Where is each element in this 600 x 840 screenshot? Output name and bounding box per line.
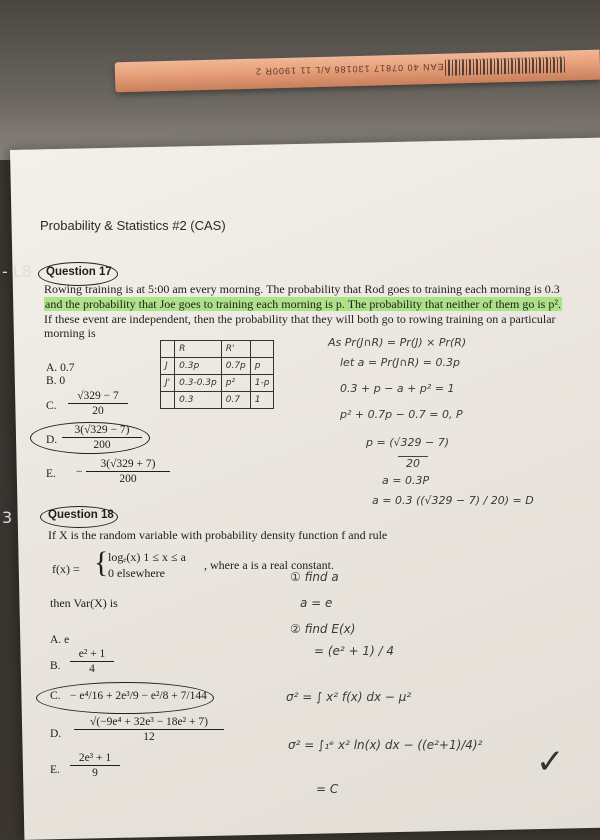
q17-work-3: 0.3 + p − a + p² = 1 xyxy=(340,382,455,395)
q18-work-3: ② find E(x) xyxy=(290,622,356,636)
q18-option-b-fraction xyxy=(70,648,114,675)
q17-option-a-text: 0.7 xyxy=(60,362,75,374)
q17-work-2: let a = Pr(J∩R) = 0.3p xyxy=(340,356,460,369)
q17-option-a xyxy=(46,362,74,374)
q18-option-d-fraction xyxy=(74,716,224,743)
q18-option-c-text: − e⁴/16 + 2e³/9 − e²/8 + 7/144 xyxy=(70,690,207,702)
q17-option-e-fraction xyxy=(86,458,170,485)
fraction-bar xyxy=(86,471,170,472)
table-cell: J xyxy=(161,358,175,375)
table-cell: p² xyxy=(221,375,250,392)
q17-option-d-num: 3(√329 − 7) xyxy=(74,424,130,436)
table-cell: 0.3 xyxy=(175,392,222,409)
q18-option-b-letter: B. xyxy=(50,660,61,672)
q18-case-2: 0 elsewhere xyxy=(108,566,165,580)
q17-line-1 xyxy=(44,282,560,296)
q17-option-d-fraction xyxy=(62,424,142,451)
table-cell xyxy=(161,341,175,358)
q18-option-c-letter: C. xyxy=(50,690,61,702)
q18-intro: If X is the random variable with probability density function f and rule xyxy=(48,528,388,542)
q18-title: Question 18 xyxy=(48,509,114,521)
q18-option-d-num: √(−9e⁴ + 32e³ − 18e² + 7) xyxy=(90,716,208,728)
q17-option-e-sign: − xyxy=(76,466,83,478)
table-cell: J' xyxy=(161,375,175,392)
q18-option-a-letter: A. xyxy=(50,634,62,646)
q18-option-b-den: 4 xyxy=(89,663,95,675)
table-cell: R' xyxy=(221,341,250,358)
checkmark-icon: ✓ xyxy=(536,742,565,782)
fraction-bar xyxy=(70,661,114,662)
table-cell: 0.7 xyxy=(221,392,250,409)
table-cell xyxy=(161,392,175,409)
q18-option-e-num: 2e³ + 1 xyxy=(78,752,112,764)
q17-option-b-letter: B. xyxy=(46,375,57,387)
table-row xyxy=(161,358,274,375)
q18-work-2: a = e xyxy=(300,596,333,610)
q17-option-c-den: 20 xyxy=(92,405,104,417)
q17-option-c-letter: C. xyxy=(46,400,57,412)
q17-option-b-text: 0 xyxy=(59,375,66,387)
q18-brace: { xyxy=(94,546,109,579)
page-header: Probability & Statistics #2 (CAS) xyxy=(40,218,226,233)
fraction-bar xyxy=(62,437,142,438)
q18-option-e-letter: E. xyxy=(50,764,60,776)
q17-option-b xyxy=(46,375,65,387)
q17-option-e-den: 200 xyxy=(119,473,137,485)
q18-option-d-den: 12 xyxy=(143,731,155,743)
q17-line-2 xyxy=(44,297,562,311)
fraction-bar xyxy=(70,765,120,766)
q17-title: Question 17 xyxy=(46,266,112,278)
q18-case-1: logₑ(x) 1 ≤ x ≤ a xyxy=(108,550,186,564)
table-cell: 0.3p xyxy=(175,358,222,375)
table-cell: p xyxy=(250,358,274,375)
q17-option-c-fraction xyxy=(68,390,128,417)
table-row xyxy=(161,392,274,409)
margin-mark-bottom: 3 xyxy=(2,508,13,527)
q17-work-6: 20 xyxy=(398,456,428,470)
q18-option-d-letter: D. xyxy=(50,728,62,740)
q18-work-5: σ² = ∫ x² f(x) dx − μ² xyxy=(286,690,412,704)
table-cell xyxy=(250,341,274,358)
q18-option-b-num: e² + 1 xyxy=(78,648,106,660)
table-cell: 0.7p xyxy=(221,358,250,375)
q18-option-e-den: 9 xyxy=(92,767,98,779)
table-cell: 0.3-0.3p xyxy=(175,375,222,392)
q18-option-e-fraction xyxy=(70,752,120,779)
pencil-label: EAN 40 07817 130186 A/L 11 1900R 2 xyxy=(254,61,444,77)
q18-option-a-text: e xyxy=(64,634,70,646)
q17-probability-table xyxy=(160,340,274,409)
q17-option-e-num: 3(√329 + 7) xyxy=(100,458,156,470)
q17-work-8: a = 0.3 ((√329 − 7) / 20) = D xyxy=(372,494,534,507)
q17-line-2-text: and the probability that Joe goes to training each morning is p. The probability that neither of them go is p². xyxy=(45,297,561,311)
q17-line-3-text: If these event are independent, then the probability that they will both go to rowing training on a particular xyxy=(44,312,556,326)
q17-line-3 xyxy=(44,312,556,326)
q18-option-a xyxy=(50,634,69,646)
margin-mark-top: - L8 xyxy=(2,262,32,281)
q17-option-d-letter: D. xyxy=(46,434,58,446)
q18-work-1: ① find a xyxy=(290,570,339,584)
q17-work-7: a = 0.3P xyxy=(382,474,430,487)
q17-option-c-num: √329 − 7 xyxy=(77,390,119,402)
q18-fx-label: f(x) = xyxy=(52,562,80,576)
q18-where: , where a is a real constant. xyxy=(204,558,334,572)
q17-line-1-text: Rowing training is at 5:00 am every morning. The probability that Rod goes to training each morning is 0.3 xyxy=(44,282,560,296)
table-cell: R xyxy=(175,341,222,358)
q18-work-4: = (e² + 1) / 4 xyxy=(314,644,395,658)
q17-work-5: p = (√329 − 7) xyxy=(366,436,449,449)
q17-option-e-letter: E. xyxy=(46,468,56,480)
q17-option-d-den: 200 xyxy=(93,439,111,451)
q17-option-a-letter: A. xyxy=(46,362,58,374)
q18-then: then Var(X) is xyxy=(50,596,118,610)
table-cell: 1-p xyxy=(250,375,274,392)
q18-work-6: σ² = ∫₁ᵉ x² ln(x) dx − ((e²+1)/4)² xyxy=(288,738,483,752)
q18-work-7: = C xyxy=(316,782,339,796)
fraction-bar xyxy=(74,729,224,730)
q17-line-4: morning is xyxy=(44,326,96,340)
q17-work-4: p² + 0.7p − 0.7 = 0, P xyxy=(340,408,463,421)
q17-work-1: As Pr(J∩R) = Pr(J) × Pr(R) xyxy=(328,336,467,349)
table-row xyxy=(161,341,274,358)
fraction-bar xyxy=(68,403,128,404)
table-row xyxy=(161,375,274,392)
table-cell: 1 xyxy=(250,392,274,409)
